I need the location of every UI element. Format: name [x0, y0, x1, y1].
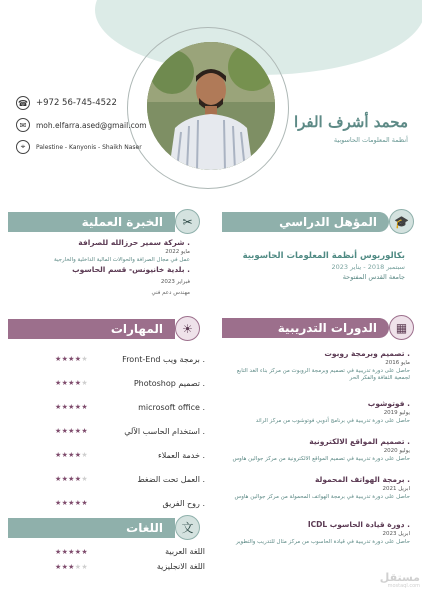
degree-date: سبتمبر 2018 - يناير 2023	[331, 263, 405, 271]
course-date: يوليو 2020	[383, 448, 410, 454]
translate-icon: 文	[175, 515, 200, 540]
star-icon: ★	[74, 499, 82, 507]
education-entry	[225, 251, 405, 282]
email-text: moh.elfarra.ased@gmail.com	[36, 120, 147, 130]
skill-item	[55, 395, 205, 419]
section-header-languages	[8, 515, 200, 540]
course-desc: حاصل على دورة تدريبية في تصميم المواقع الالكترونية من مركز جوالين هاوس	[232, 456, 410, 462]
course-date: يوليو 2019	[383, 410, 410, 416]
course-title: . تصميم المواقع الالكترونية	[309, 437, 410, 446]
degree-title: بكالوريوس أنظمة المعلومات الحاسوبية	[242, 251, 405, 261]
course-desc: حاصل على دورة تدريبية في برمجة الهواتف المحمولة من مركز جوالين هاوس	[234, 494, 410, 500]
skill-item	[55, 347, 205, 371]
star-icon: ★	[55, 451, 62, 459]
star-rating	[55, 548, 88, 556]
phone-text: +972 56-745-4522	[36, 98, 117, 108]
star-icon: ★	[61, 427, 69, 435]
skills-list	[55, 347, 205, 515]
star-icon: ★	[61, 562, 69, 571]
contact-location	[16, 136, 196, 158]
skill-name: . روح الفريق	[162, 498, 205, 508]
experience-desc: مهندس دعم فني	[151, 290, 190, 297]
skill-item	[55, 491, 205, 515]
email-icon: ✉	[16, 118, 30, 132]
star-icon: ★	[81, 427, 88, 435]
course-desc: حاصل على دورة تدريبية في برنامج أدوبي فوتوشوب من مركز الرائد	[255, 418, 410, 424]
languages-list	[55, 544, 205, 574]
section-title-skills: المهارات	[8, 319, 175, 339]
star-icon: ★	[74, 475, 82, 483]
course-item	[225, 349, 410, 399]
star-icon: ★	[81, 499, 88, 507]
skill-item	[55, 419, 205, 443]
presentation-icon: ▦	[389, 315, 414, 340]
experience-item	[10, 238, 190, 264]
star-icon: ★	[68, 379, 75, 387]
star-icon: ★	[55, 499, 62, 507]
star-icon: ★	[55, 403, 62, 411]
star-rating	[55, 499, 88, 507]
star-icon: ★	[61, 475, 69, 483]
skill-name: . استخدام الحاسب الآلي	[124, 426, 205, 436]
star-icon: ★	[68, 562, 75, 571]
star-icon: ★	[74, 427, 82, 435]
phone-icon: ☎	[16, 96, 30, 110]
experience-title: . شركة سمير حرزالله للصرافة	[78, 238, 190, 247]
star-icon: ★	[81, 403, 88, 411]
graduation-cap-icon: 🎓	[389, 209, 414, 234]
course-item	[225, 399, 410, 437]
experience-date: فبراير 2023	[160, 279, 190, 286]
experience-list	[10, 238, 190, 298]
location-text: Palestine - Kanyonis - Shaikh Naser	[36, 143, 142, 151]
star-icon: ★	[61, 547, 69, 556]
section-header-courses	[222, 315, 414, 340]
star-icon: ★	[68, 499, 75, 507]
star-icon: ★	[81, 547, 88, 556]
skill-name: . برمجة ويب Front-End	[122, 354, 205, 364]
star-rating	[55, 403, 88, 411]
star-icon: ★	[68, 451, 75, 459]
skill-item	[55, 467, 205, 491]
watermark-text: مستقل	[379, 571, 420, 584]
star-rating	[55, 451, 88, 459]
section-header-experience	[8, 209, 200, 234]
section-header-education	[222, 209, 414, 234]
star-icon: ★	[61, 403, 69, 411]
star-icon: ★	[55, 547, 62, 556]
section-title-experience: الخبرة العملية	[8, 212, 175, 232]
course-date: ابريل 2021	[382, 486, 410, 492]
location-icon: ⌖	[16, 140, 30, 154]
star-icon: ★	[81, 355, 88, 363]
star-icon: ★	[55, 475, 62, 483]
skill-name: . العمل تحت الضغط	[137, 474, 205, 484]
watermark-url: mostaql.com	[387, 583, 420, 589]
course-item	[225, 475, 410, 520]
star-icon: ★	[74, 547, 82, 556]
school-name: جامعة القدس المفتوحة	[342, 273, 405, 281]
course-desc: حاصل على دورة تدريبية في تصميم وبرمجة الروبوت من مركز بناء الغد التابع لجمعية الثقافة والفكر الحر	[236, 368, 410, 382]
star-icon: ★	[74, 379, 82, 387]
contact-list	[16, 92, 196, 158]
star-rating	[55, 355, 88, 363]
section-title-education: المؤهل الدراسي	[222, 212, 389, 232]
star-icon: ★	[68, 403, 75, 411]
course-desc: حاصل على دورة تدريبية في قيادة الحاسوب من مركز مثال للتدريب والتطوير	[235, 539, 410, 545]
contact-phone[interactable]	[16, 92, 196, 114]
course-title: . تصميم وبرمجة روبوت	[324, 349, 410, 358]
skill-item	[55, 443, 205, 467]
course-item	[225, 520, 410, 546]
course-date: مايو 2016	[385, 360, 410, 366]
star-icon: ★	[55, 355, 62, 363]
section-header-skills	[8, 316, 200, 341]
language-name: اللغة العربية	[165, 547, 205, 556]
star-rating	[55, 563, 88, 571]
skill-item	[55, 371, 205, 395]
star-rating	[55, 379, 88, 387]
courses-list	[225, 349, 410, 546]
section-title-courses: الدورات التدريبية	[222, 318, 389, 338]
experience-desc: عمل في مجال الصرافة والحوالات المالية الداخلية والخارجية	[54, 257, 190, 263]
star-icon: ★	[61, 499, 69, 507]
star-icon: ★	[74, 451, 82, 459]
star-icon: ★	[55, 427, 62, 435]
star-icon: ★	[74, 562, 82, 571]
course-title: . دورة قيادة الحاسوب ICDL	[307, 520, 410, 529]
star-icon: ★	[61, 451, 69, 459]
lightbulb-icon: ☀	[175, 316, 200, 341]
language-item	[55, 544, 205, 559]
star-icon: ★	[55, 562, 62, 571]
person-name: محمد أشرف الفرا	[293, 113, 408, 131]
experience-date: مايو 2022	[165, 249, 190, 255]
section-title-languages: اللغات	[8, 518, 175, 538]
star-icon: ★	[74, 355, 82, 363]
star-icon: ★	[61, 379, 69, 387]
skill-name: . خدمة العملاء	[157, 450, 205, 460]
star-icon: ★	[81, 562, 88, 571]
star-icon: ★	[81, 451, 88, 459]
star-icon: ★	[68, 475, 75, 483]
skill-name: . microsoft office	[138, 402, 205, 412]
star-icon: ★	[81, 475, 88, 483]
language-item	[55, 559, 205, 574]
course-item	[225, 437, 410, 475]
star-rating	[55, 427, 88, 435]
star-icon: ★	[68, 427, 75, 435]
site-watermark	[340, 572, 420, 589]
job-title: أنظمة المعلومات الحاسوبية	[333, 136, 408, 144]
contact-email[interactable]	[16, 114, 196, 136]
star-icon: ★	[74, 403, 82, 411]
experience-title: . بلدية خانيونس- قسم الحاسوب	[72, 265, 190, 275]
star-icon: ★	[81, 379, 88, 387]
star-icon: ★	[68, 355, 75, 363]
course-title: . فوتوشوب	[367, 399, 410, 408]
star-icon: ★	[61, 355, 69, 363]
tools-icon: ✂	[175, 209, 200, 234]
skill-name: . تصميم Photoshop	[133, 378, 205, 388]
course-date: ابريل 2023	[382, 531, 410, 537]
experience-item	[10, 265, 190, 297]
star-rating	[55, 475, 88, 483]
star-icon: ★	[55, 379, 62, 387]
course-title: . برمجة الهواتف المحمولة	[314, 475, 410, 484]
star-icon: ★	[68, 547, 75, 556]
language-name: اللغة الانجليزية	[156, 562, 205, 571]
